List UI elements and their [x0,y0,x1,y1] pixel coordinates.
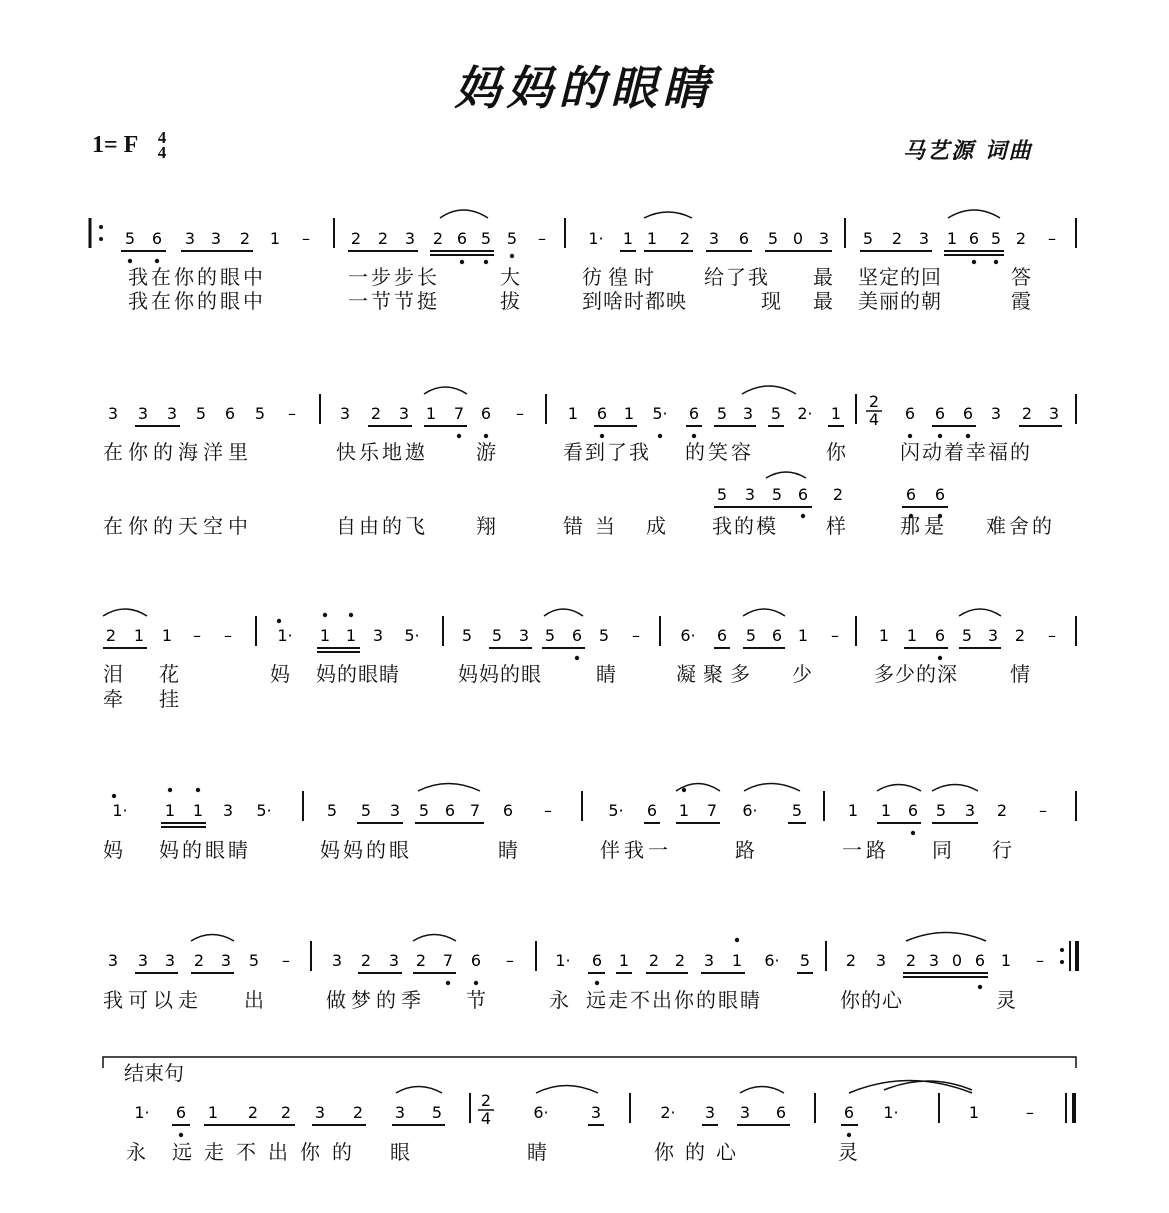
inline-time-bottom: 4 [868,410,880,429]
measure-10-notes: 1· 1 1 3 5· [277,626,420,645]
svg-text:妈的眼睛: 妈的眼睛 [159,838,251,862]
svg-text:你的心: 你的心 [654,1140,747,1164]
svg-text:翔: 翔 [476,514,496,538]
ties [440,210,1000,218]
svg-text:永: 永 [126,1140,146,1164]
svg-text:你: 你 [826,440,846,464]
ending-time-top: 2 [480,1091,492,1110]
svg-text:现: 现 [761,289,781,313]
svg-text:成: 成 [646,514,666,538]
svg-text:我在你的眼中: 我在你的眼中 [128,289,266,313]
svg-text:同: 同 [932,838,952,862]
svg-text:妈妈的眼: 妈妈的眼 [458,662,542,686]
time-signature-top: 4 [157,128,167,147]
measure-13-notes: 1 1 6 5 3 2 – [878,626,1056,645]
svg-text:难舍的: 难舍的 [986,514,1055,538]
svg-text:妈: 妈 [103,838,123,862]
svg-text:彷徨时: 彷徨时 [582,265,660,289]
lyrics-3 [103,662,1030,711]
svg-text:远走不出你的眼睛: 远走不出你的眼睛 [586,988,762,1012]
svg-text:伴我一: 伴我一 [600,838,672,862]
svg-text:泪: 泪 [103,662,123,686]
measure-20-notes: 1· 6 1 2 2 3 1 6· 5 [555,951,811,970]
octave-dots [128,254,998,264]
measure-16-notes: 5· 6 1 7 6· 5 [608,801,803,820]
svg-text:我的模: 我的模 [712,514,778,538]
measure-4-notes: 5 2 3 1 6 5 2 – [862,229,1056,248]
system-4 [103,784,1076,863]
svg-text:在你的天空中: 在你的天空中 [103,514,253,538]
ending-time-bottom: 4 [480,1109,492,1128]
measure-21-notes: 2 3 2 3 0 6 1 – [845,951,1044,970]
svg-text:看到了我: 看到了我 [563,440,651,464]
lyrics-6 [126,1140,858,1164]
svg-text:大: 大 [500,265,520,289]
measure-7-notes: 1 6 1 5· 6 5 3 5 2· 1 [567,404,842,423]
svg-text:多少的深: 多少的深 [874,662,958,686]
alternate-notes [714,472,948,518]
svg-text:远走不出你的: 远走不出你的 [172,1140,364,1164]
svg-text:一节节挺: 一节节挺 [348,289,440,313]
time-signature-bottom: 4 [157,143,167,162]
key-signature: 1= F [92,132,139,158]
measure-14-notes: 1· 1 1 3 5· [112,801,272,820]
svg-text:答: 答 [1011,265,1031,289]
measure-9-notes: 2 1 1 – – [105,626,232,645]
svg-text:出: 出 [244,988,264,1012]
svg-text:情: 情 [1010,662,1030,686]
measure-18-notes: 3 3 3 2 3 5 – [107,951,290,970]
svg-text:眼: 眼 [390,1140,410,1164]
lyrics-5 [103,988,1016,1012]
svg-text:5356266: 5 3 5 6 2 6 6 [716,485,946,504]
ending-section [103,1057,1076,1164]
ending-measure-1-notes: 1· 6 1 2 2 3 2 3 5 [134,1103,443,1122]
measure-8-notes: 6 6 6 3 2 3 [904,404,1060,423]
measure-15-notes: 5 5 3 5 6 7 6 – [326,801,552,820]
ending-measure-5-notes: 1 – [968,1103,1034,1122]
svg-text:自由的飞: 自由的飞 [336,514,428,538]
author-credit: 马艺源 词曲 [903,139,1033,164]
svg-text:行: 行 [992,838,1012,862]
svg-text:我在你的眼中: 我在你的眼中 [128,265,266,289]
svg-text:的笑容: 的笑容 [685,440,754,464]
svg-text:最: 最 [813,265,833,289]
svg-text:美丽的朝: 美丽的朝 [858,289,942,313]
svg-text:路: 路 [735,838,755,862]
svg-text:错当: 错当 [563,514,627,538]
song-title: 妈妈的眼睛 [454,61,715,115]
svg-text:坚定的回: 坚定的回 [858,265,942,289]
svg-text:给了我: 给了我 [704,265,770,289]
svg-text:灵: 灵 [838,1140,858,1164]
svg-text:拔: 拔 [500,289,520,313]
svg-text:灵: 灵 [996,988,1016,1012]
measure-6-notes: 3 2 3 1 7 6 – [339,404,524,423]
system-3 [103,609,1076,711]
svg-text:游: 游 [476,440,496,464]
svg-text:睛: 睛 [498,838,518,862]
svg-text:那是: 那是 [900,514,948,538]
svg-text:妈的眼睛: 妈的眼睛 [316,662,400,686]
svg-text:挂: 挂 [159,687,179,711]
svg-text:我可以走: 我可以走 [103,988,203,1012]
lyrics-4 [103,838,1012,862]
measure-11-notes: 5 5 3 5 6 5 – [461,626,640,645]
ending-label: 结束句 [124,1061,184,1085]
svg-text:在你的海洋里: 在你的海洋里 [103,440,253,464]
svg-text:妈: 妈 [270,662,290,686]
svg-text:花: 花 [159,662,179,686]
svg-text:你的心: 你的心 [840,988,903,1012]
svg-text:做梦的季: 做梦的季 [326,988,426,1012]
measure-3-notes: 1· 1 1 2 3 6 5 0 3 [588,229,830,248]
svg-text:样: 样 [826,514,846,538]
svg-text:快乐地遨: 快乐地遨 [336,440,428,464]
svg-text:到啥时都映: 到啥时都映 [582,289,687,313]
svg-text:节: 节 [466,988,486,1012]
ending-measure-2-notes: 6· 3 [533,1103,602,1122]
system-1 [90,210,1076,313]
ending-measure-4-notes: 6 1· [843,1103,899,1122]
svg-text:一路: 一路 [842,838,890,862]
svg-text:霞: 霞 [1011,289,1031,313]
measure-2-notes: 2 2 3 2 6 5 5 – [350,229,546,248]
svg-text:凝聚多: 凝聚多 [676,662,757,686]
svg-text:牵: 牵 [103,687,123,711]
svg-text:睛: 睛 [527,1140,547,1164]
lyrics-1 [128,265,1031,313]
measure-12-notes: 6· 6 5 6 1 – [680,626,839,645]
beams [121,251,1004,255]
svg-text:一步步长: 一步步长 [348,265,440,289]
measure-1-notes: 5 6 3 3 2 1 – [124,229,310,248]
svg-text:闪动着幸福的: 闪动着幸福的 [900,440,1032,464]
svg-text:永: 永 [549,988,569,1012]
measure-5-notes: 3 3 3 5 6 5 – [107,404,296,423]
svg-text:妈妈的眼: 妈妈的眼 [320,838,412,862]
inline-time-top: 2 [868,392,880,411]
ending-measure-3-notes: 2· 3 3 6 [660,1103,787,1122]
svg-text:最: 最 [813,289,833,313]
measure-19-notes: 3 2 3 2 7 6 – [331,951,514,970]
system-2 [103,386,1076,538]
svg-text:睛: 睛 [596,662,616,686]
system-5 [103,933,1077,1013]
svg-text:少: 少 [792,662,812,686]
measure-17-notes: 1 1 6 5 3 2 – [847,801,1047,820]
